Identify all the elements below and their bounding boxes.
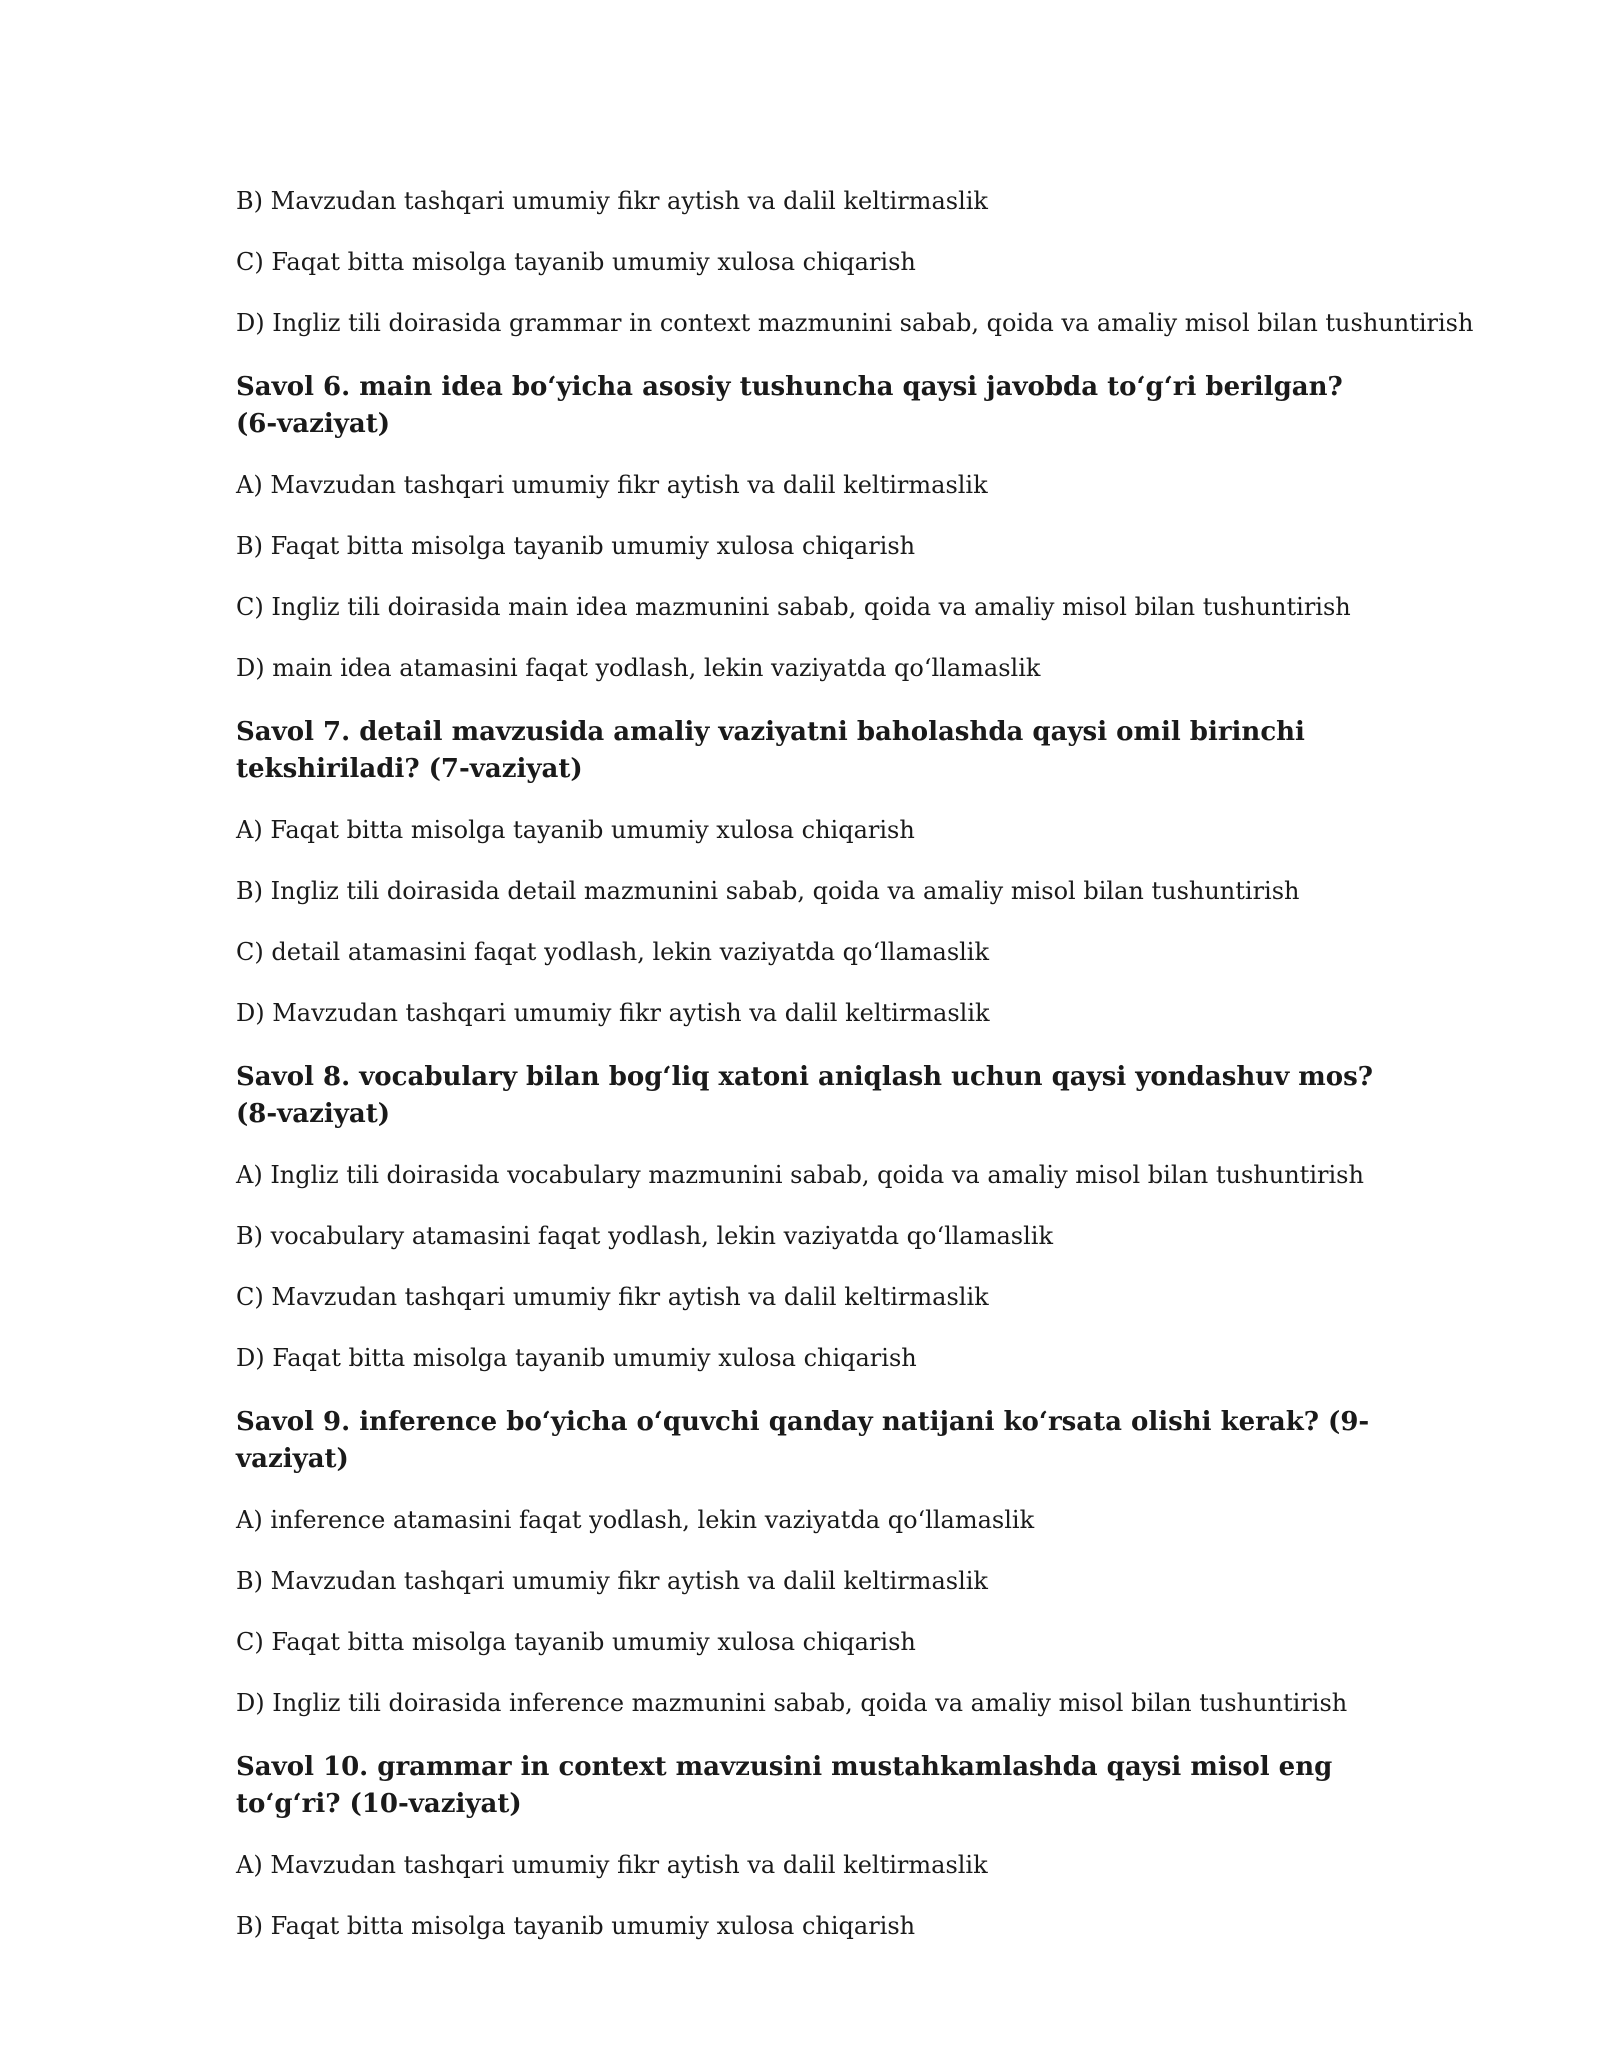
option-b: B) vocabulary atamasini faqat yodlash, lekin vaziyatda qo‘llamaslik <box>236 1222 1054 1250</box>
option-c: C) Mavzudan tashqari umumiy fikr aytish va dalil keltirmaslik <box>236 1283 989 1311</box>
question-10 <box>236 1749 1376 1941</box>
question-7 <box>236 714 1376 1028</box>
question-text: Savol 7. detail mavzusida amaliy vaziyatni baholashda qaysi omil birinchi tekshiriladi? (7-vaziyat) <box>236 717 1305 784</box>
option-d: D) Faqat bitta misolga tayanib umumiy xulosa chiqarish <box>236 1344 917 1372</box>
option-b: B) Faqat bitta misolga tayanib umumiy xulosa chiqarish <box>236 532 916 560</box>
option-d: D) main idea atamasini faqat yodlash, lekin vaziyatda qo‘llamaslik <box>236 654 1041 682</box>
option-c: C) detail atamasini faqat yodlash, lekin vaziyatda qo‘llamaslik <box>236 938 990 966</box>
question-8 <box>236 1059 1376 1373</box>
option-a: A) Mavzudan tashqari umumiy fikr aytish va dalil keltirmaslik <box>236 1851 988 1879</box>
question-text: Savol 8. vocabulary bilan bog‘liq xatoni aniqlash uchun qaysi yondashuv mos? (8-vaziyat) <box>236 1062 1374 1129</box>
option-c: C) Faqat bitta misolga tayanib umumiy xulosa chiqarish <box>236 248 916 276</box>
question-text: Savol 9. inference bo‘yicha o‘quvchi qanday natijani ko‘rsata olishi kerak? (9-vaziyat) <box>236 1407 1370 1474</box>
option-b: B) Faqat bitta misolga tayanib umumiy xulosa chiqarish <box>236 1912 916 1940</box>
option-d: D) Ingliz tili doirasida inference mazmunini sabab, qoida va amaliy misol bilan tushuntirish <box>236 1689 1348 1717</box>
option-a: A) Faqat bitta misolga tayanib umumiy xulosa chiqarish <box>236 816 915 844</box>
option-b: B) Ingliz tili doirasida detail mazmunini sabab, qoida va amaliy misol bilan tushuntirish <box>236 877 1300 905</box>
question-text: Savol 10. grammar in context mavzusini mustahkamlashda qaysi misol eng to‘g‘ri? (10-vaziyat) <box>236 1752 1333 1819</box>
option-b: B) Mavzudan tashqari umumiy fikr aytish va dalil keltirmaslik <box>236 187 988 215</box>
question-9 <box>236 1404 1376 1718</box>
option-c: C) Faqat bitta misolga tayanib umumiy xulosa chiqarish <box>236 1628 916 1656</box>
option-b: B) Mavzudan tashqari umumiy fikr aytish va dalil keltirmaslik <box>236 1567 988 1595</box>
option-d: D) Ingliz tili doirasida grammar in context mazmunini sabab, qoida va amaliy misol bilan tushuntirish <box>236 309 1474 337</box>
option-a: A) inference atamasini faqat yodlash, lekin vaziyatda qo‘llamaslik <box>236 1506 1035 1534</box>
leading-options <box>236 186 1474 338</box>
question-6 <box>236 369 1376 683</box>
option-d: D) Mavzudan tashqari umumiy fikr aytish va dalil keltirmaslik <box>236 999 990 1027</box>
option-a: A) Ingliz tili doirasida vocabulary mazmunini sabab, qoida va amaliy misol bilan tushuntirish <box>236 1161 1364 1189</box>
question-text: Savol 6. main idea bo‘yicha asosiy tushuncha qaysi javobda to‘g‘ri berilgan? (6-vaziyat) <box>236 372 1343 439</box>
document-page <box>236 186 1474 1972</box>
option-a: A) Mavzudan tashqari umumiy fikr aytish va dalil keltirmaslik <box>236 471 988 499</box>
option-c: C) Ingliz tili doirasida main idea mazmunini sabab, qoida va amaliy misol bilan tushuntirish <box>236 593 1351 621</box>
